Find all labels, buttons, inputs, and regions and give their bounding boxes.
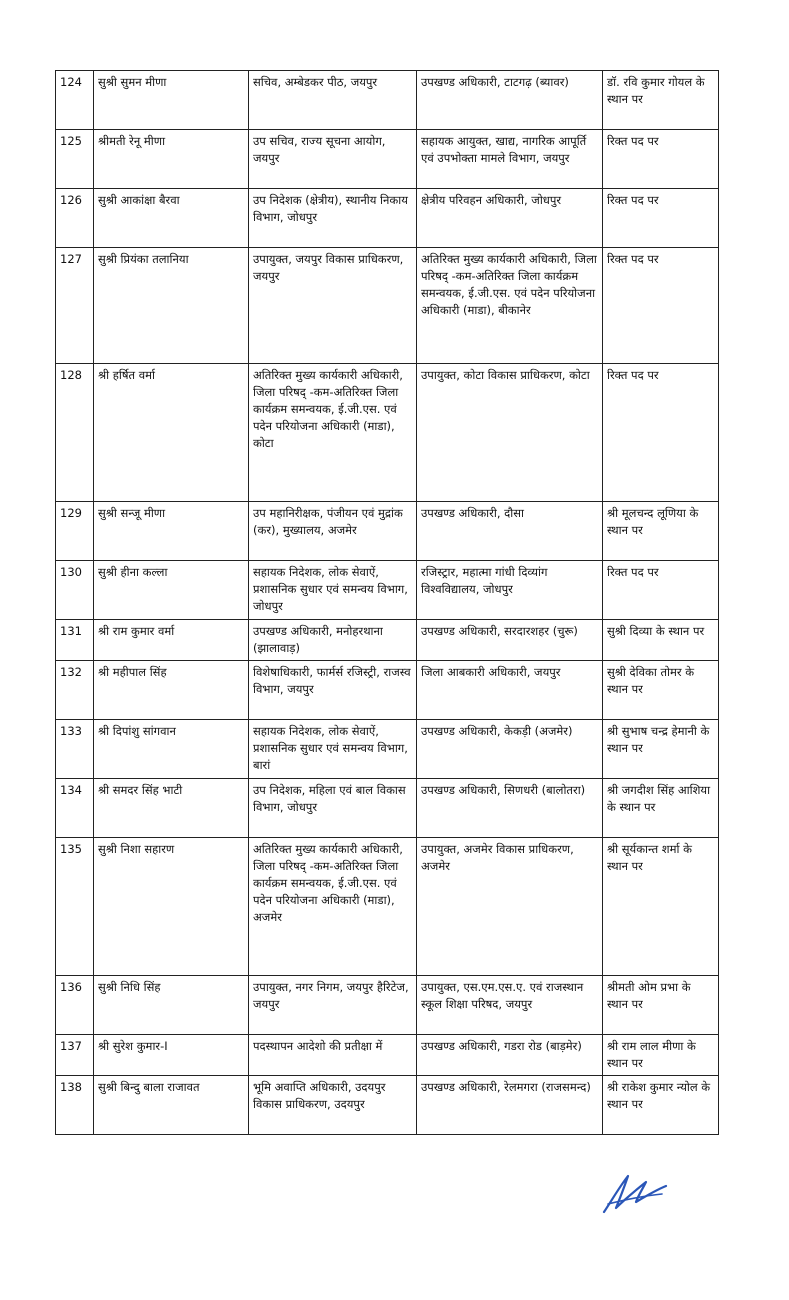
new-post: उपखण्ड अधिकारी, सरदारशहर (चुरू) (417, 620, 603, 661)
remark: सुश्री देविका तोमर के स्थान पर (603, 661, 719, 720)
new-post: क्षेत्रीय परिवहन अधिकारी, जोधपुर (417, 189, 603, 248)
current-post: उप निदेशक, महिला एवं बाल विकास विभाग, जोधपुर (249, 779, 417, 838)
officer-name: सुश्री हीना कल्ला (94, 561, 249, 620)
remark: सुश्री दिव्या के स्थान पर (603, 620, 719, 661)
officer-name: श्री दिपांशु सांगवान (94, 720, 249, 779)
remark: श्री राम लाल मीणा के स्थान पर (603, 1035, 719, 1076)
officer-name: श्रीमती रेनू मीणा (94, 130, 249, 189)
table-row (56, 976, 719, 1035)
officer-name: श्री महीपाल सिंह (94, 661, 249, 720)
table-row (56, 620, 719, 661)
officer-name: सुश्री आकांक्षा बैरवा (94, 189, 249, 248)
officer-name: सुश्री निशा सहारण (94, 838, 249, 976)
new-post: सहायक आयुक्त, खाद्य, नागरिक आपूर्ति एवं उपभोक्ता मामले विभाग, जयपुर (417, 130, 603, 189)
table-row (56, 838, 719, 976)
current-post: अतिरिक्त मुख्य कार्यकारी अधिकारी, जिला परिषद् -कम-अतिरिक्त जिला कार्यक्रम समन्वयक, ई.जी.एस. एवं पदेन परियोजना अधिकारी (माडा), कोटा (249, 364, 417, 502)
new-post: उपायुक्त, एस.एम.एस.ए. एवं राजस्थान स्कूल शिक्षा परिषद, जयपुर (417, 976, 603, 1035)
new-post: उपायुक्त, अजमेर विकास प्राधिकरण, अजमेर (417, 838, 603, 976)
table-row (56, 71, 719, 130)
new-post: उपखण्ड अधिकारी, सिणधरी (बालोतरा) (417, 779, 603, 838)
serial-number: 132 (56, 661, 94, 720)
serial-number: 135 (56, 838, 94, 976)
current-post: सचिव, अम्बेडकर पीठ, जयपुर (249, 71, 417, 130)
remark: रिक्त पद पर (603, 561, 719, 620)
officer-name: श्री राम कुमार वर्मा (94, 620, 249, 661)
current-post: उप महानिरीक्षक, पंजीयन एवं मुद्रांक (कर), मुख्यालय, अजमेर (249, 502, 417, 561)
remark: रिक्त पद पर (603, 130, 719, 189)
current-post: उपखण्ड अधिकारी, मनोहरथाना (झालावाड़) (249, 620, 417, 661)
serial-number: 124 (56, 71, 94, 130)
remark: श्री जगदीश सिंह आशिया के स्थान पर (603, 779, 719, 838)
current-post: भूमि अवाप्ति अधिकारी, उदयपुर विकास प्राधिकरण, उदयपुर (249, 1076, 417, 1135)
signature (598, 1168, 670, 1216)
new-post: उपखण्ड अधिकारी, केकड़ी (अजमेर) (417, 720, 603, 779)
officer-name: सुश्री सुमन मीणा (94, 71, 249, 130)
serial-number: 134 (56, 779, 94, 838)
new-post: अतिरिक्त मुख्य कार्यकारी अधिकारी, जिला परिषद् -कम-अतिरिक्त जिला कार्यक्रम समन्वयक, ई.जी.एस. एवं पदेन परियोजना अधिकारी (माडा), बीकानेर (417, 248, 603, 364)
officer-name: सुश्री निधि सिंह (94, 976, 249, 1035)
table-row (56, 189, 719, 248)
remark: श्रीमती ओम प्रभा के स्थान पर (603, 976, 719, 1035)
remark: रिक्त पद पर (603, 364, 719, 502)
officer-name: श्री समदर सिंह भाटी (94, 779, 249, 838)
serial-number: 130 (56, 561, 94, 620)
current-post: अतिरिक्त मुख्य कार्यकारी अधिकारी, जिला परिषद् -कम-अतिरिक्त जिला कार्यक्रम समन्वयक, ई.जी.एस. एवं पदेन परियोजना अधिकारी (माडा), अजमेर (249, 838, 417, 976)
remark: डॉ. रवि कुमार गोयल के स्थान पर (603, 71, 719, 130)
new-post: रजिस्ट्रार, महात्मा गांधी दिव्यांग विश्वविद्यालय, जोधपुर (417, 561, 603, 620)
remark: श्री सूर्यकान्त शर्मा के स्थान पर (603, 838, 719, 976)
table-row (56, 779, 719, 838)
new-post: उपखण्ड अधिकारी, गडरा रोड (बाड़मेर) (417, 1035, 603, 1076)
officer-name: सुश्री बिन्दु बाला राजावत (94, 1076, 249, 1135)
table-row (56, 248, 719, 364)
current-post: सहायक निदेशक, लोक सेवाऐं, प्रशासनिक सुधार एवं समन्वय विभाग, जोधपुर (249, 561, 417, 620)
serial-number: 125 (56, 130, 94, 189)
officer-name: सुश्री प्रियंका तलानिया (94, 248, 249, 364)
remark: रिक्त पद पर (603, 189, 719, 248)
remark: श्री मूलचन्द लूणिया के स्थान पर (603, 502, 719, 561)
current-post: उप निदेशक (क्षेत्रीय), स्थानीय निकाय विभाग, जोधपुर (249, 189, 417, 248)
current-post: उपायुक्त, जयपुर विकास प्राधिकरण, जयपुर (249, 248, 417, 364)
serial-number: 137 (56, 1035, 94, 1076)
table-row (56, 1076, 719, 1135)
new-post: उपखण्ड अधिकारी, टाटगढ़ (ब्यावर) (417, 71, 603, 130)
current-post: सहायक निदेशक, लोक सेवाऐं, प्रशासनिक सुधार एवं समन्वय विभाग, बारां (249, 720, 417, 779)
current-post: उपायुक्त, नगर निगम, जयपुर हैरिटेज, जयपुर (249, 976, 417, 1035)
current-post: विशेषाधिकारी, फार्मर्स रजिस्ट्री, राजस्व विभाग, जयपुर (249, 661, 417, 720)
remark: रिक्त पद पर (603, 248, 719, 364)
table-row (56, 502, 719, 561)
serial-number: 136 (56, 976, 94, 1035)
serial-number: 127 (56, 248, 94, 364)
serial-number: 133 (56, 720, 94, 779)
new-post: उपायुक्त, कोटा विकास प्राधिकरण, कोटा (417, 364, 603, 502)
new-post: जिला आबकारी अधिकारी, जयपुर (417, 661, 603, 720)
new-post: उपखण्ड अधिकारी, दौसा (417, 502, 603, 561)
serial-number: 129 (56, 502, 94, 561)
current-post: पदस्थापन आदेशो की प्रतीक्षा में (249, 1035, 417, 1076)
officer-name: सुश्री सन्जू मीणा (94, 502, 249, 561)
serial-number: 131 (56, 620, 94, 661)
transfer-table (55, 70, 719, 1135)
remark: श्री सुभाष चन्द्र हेमानी के स्थान पर (603, 720, 719, 779)
current-post: उप सचिव, राज्य सूचना आयोग, जयपुर (249, 130, 417, 189)
officer-name: श्री सुरेश कुमार-I (94, 1035, 249, 1076)
table-row (56, 720, 719, 779)
serial-number: 128 (56, 364, 94, 502)
table-row (56, 661, 719, 720)
serial-number: 138 (56, 1076, 94, 1135)
table-row (56, 364, 719, 502)
table-row (56, 1035, 719, 1076)
table-row (56, 561, 719, 620)
new-post: उपखण्ड अधिकारी, रेलमगरा (राजसमन्द) (417, 1076, 603, 1135)
remark: श्री राकेश कुमार न्योल के स्थान पर (603, 1076, 719, 1135)
table-row (56, 130, 719, 189)
serial-number: 126 (56, 189, 94, 248)
officer-name: श्री हर्षित वर्मा (94, 364, 249, 502)
